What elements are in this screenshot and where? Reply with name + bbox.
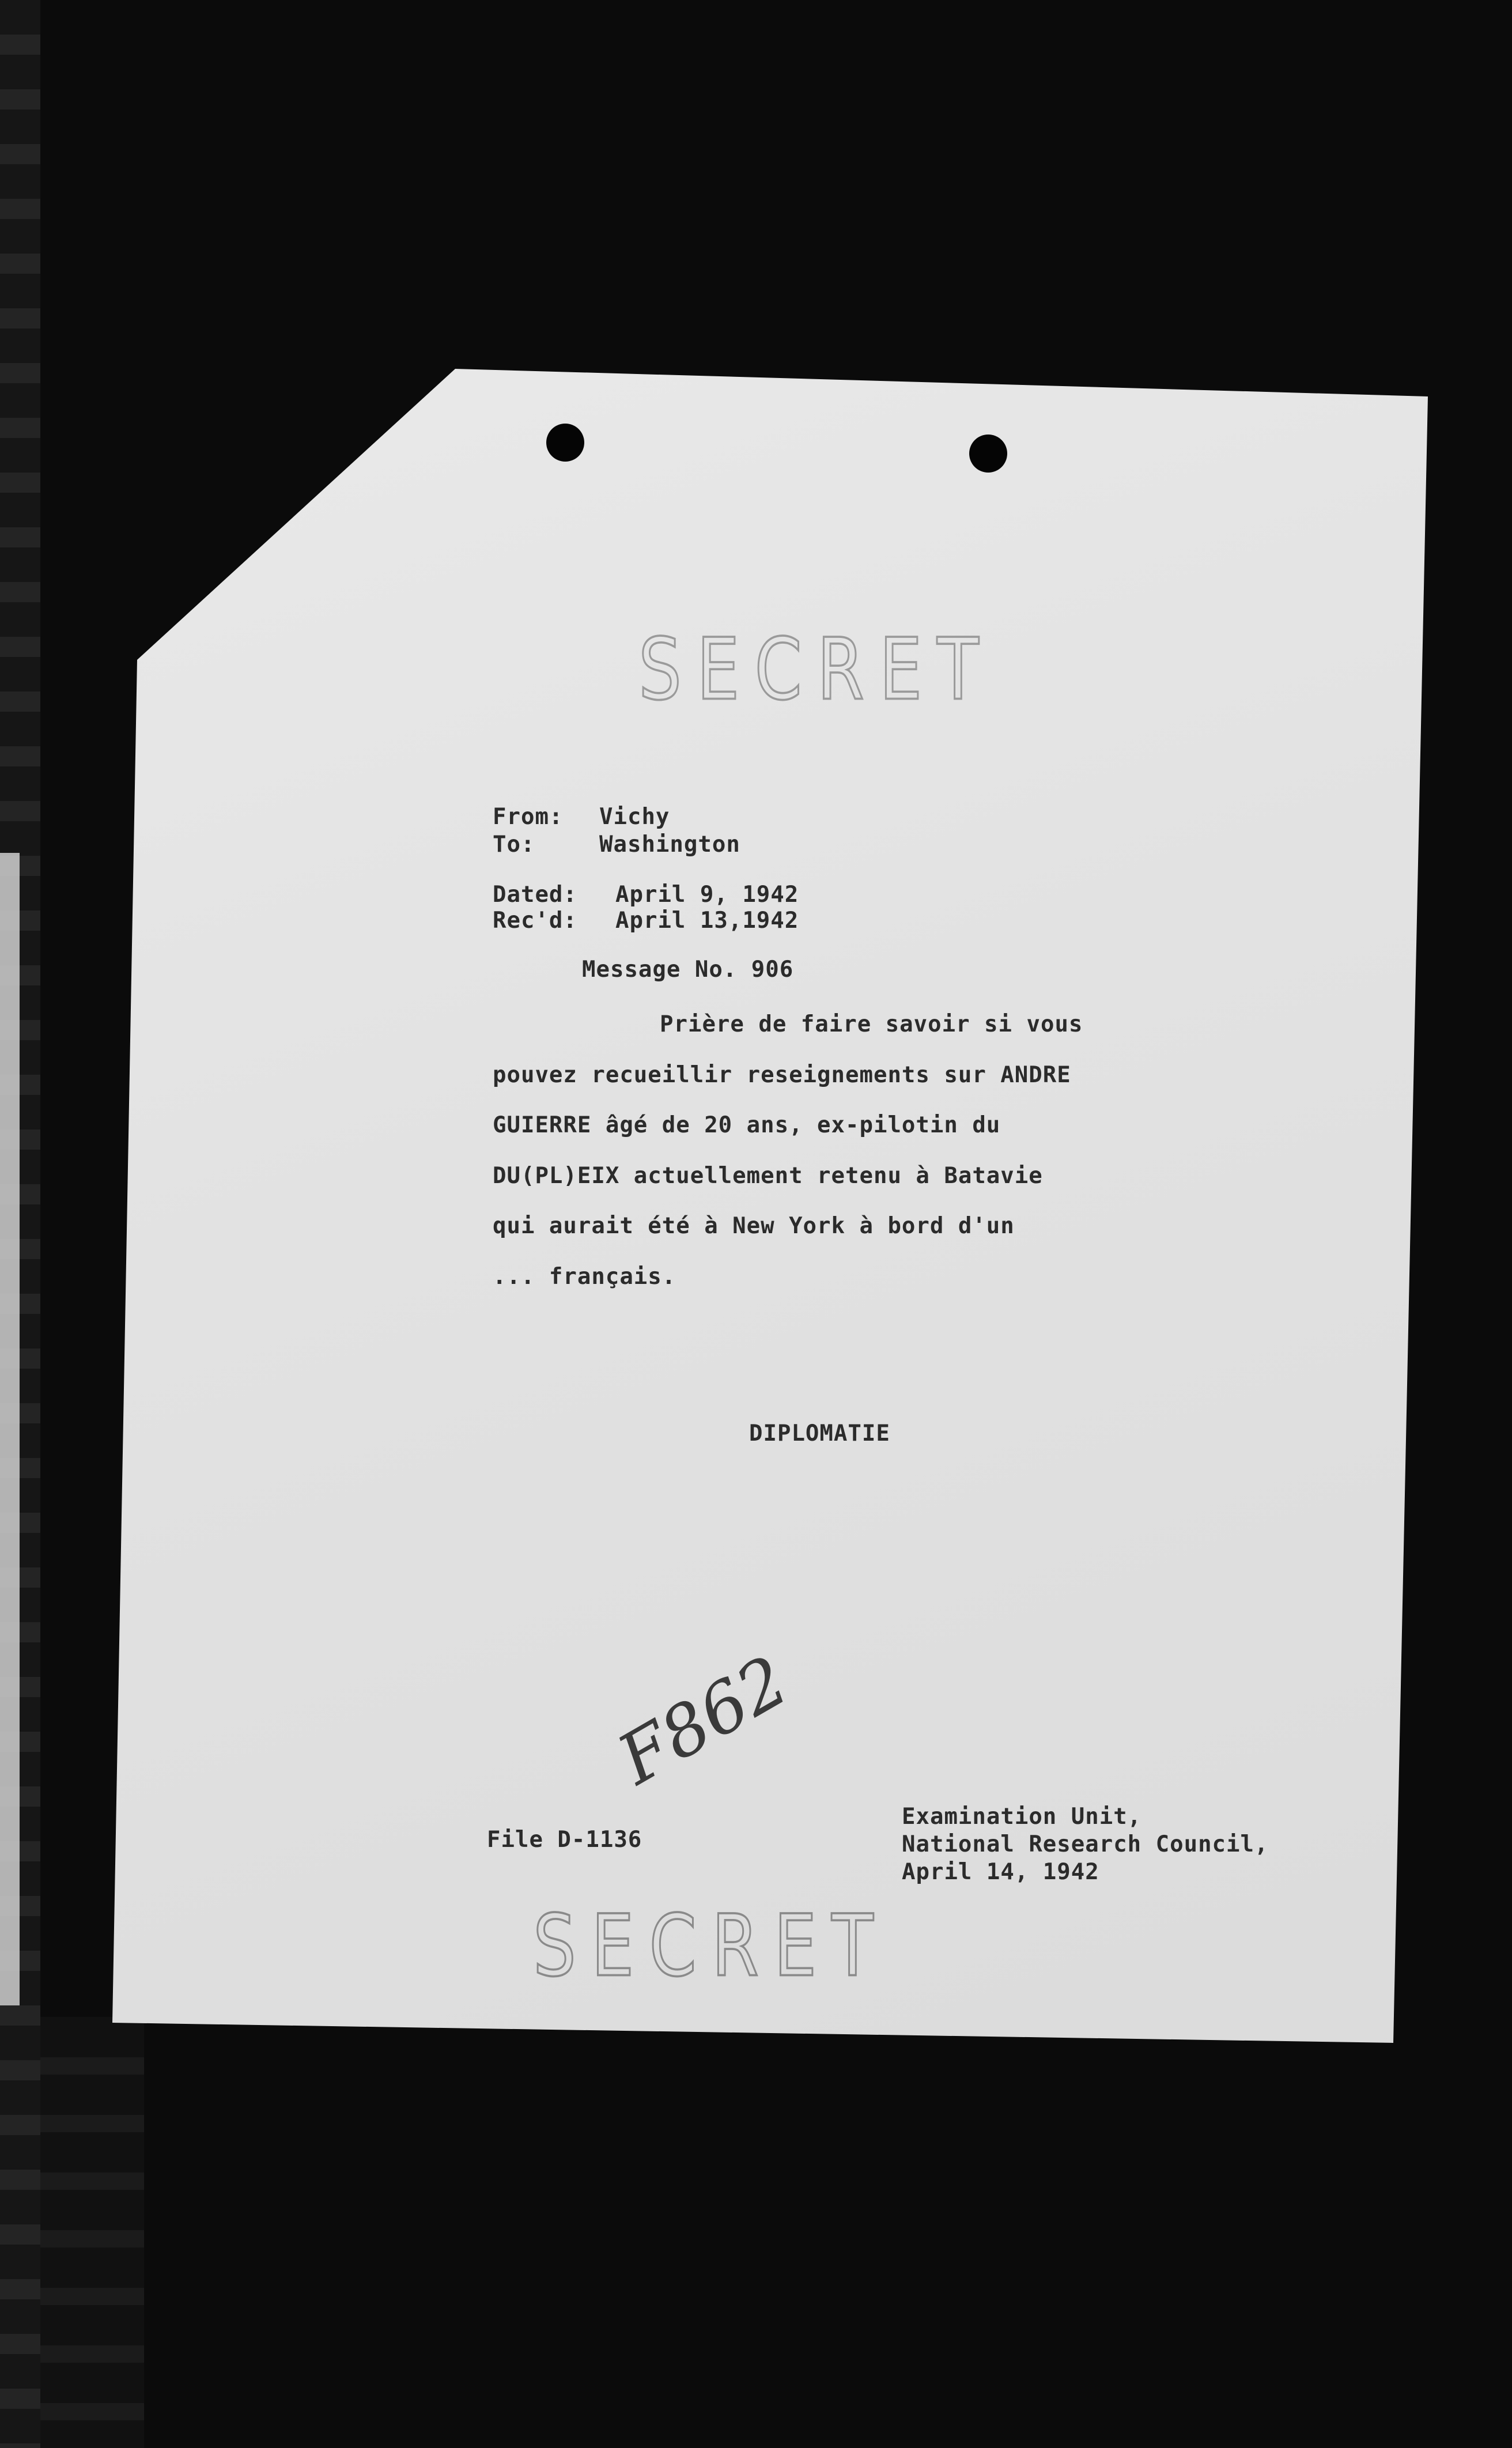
secret-stamp-bottom: SECRET [533, 1896, 889, 1996]
examination-unit-line: April 14, 1942 [902, 1859, 1099, 1885]
to-value: Washington [599, 832, 740, 857]
handwritten-note: F862 [605, 1641, 802, 1800]
film-edge-strip-lower [40, 2017, 144, 2448]
message-number: Message No. 906 [582, 957, 794, 983]
dated-value: April 9, 1942 [615, 882, 799, 908]
signature: DIPLOMATIE [749, 1421, 890, 1446]
file-reference: File D-1136 [487, 1827, 642, 1853]
body-line: ... français. [493, 1264, 676, 1290]
punch-hole-right [969, 435, 1007, 473]
body-line: qui aurait été à New York à bord d'un [493, 1213, 1015, 1239]
body-line: GUIERRE âgé de 20 ans, ex-pilotin du [493, 1112, 1001, 1138]
adjacent-page-edge [0, 853, 20, 2005]
punch-hole-left [546, 424, 584, 462]
body-line: Prière de faire savoir si vous [660, 1011, 1083, 1037]
secret-stamp-top: SECRET [638, 619, 994, 719]
received-value: April 13,1942 [615, 908, 799, 934]
body-line: DU(PL)EIX actuellement retenu à Batavie [493, 1163, 1043, 1189]
from-value: Vichy [599, 804, 670, 830]
dated-label: Dated: [493, 882, 577, 908]
from-label: From: [493, 804, 564, 830]
to-label: To: [493, 832, 535, 857]
body-line: pouvez recueillir reseignements sur ANDRE [493, 1062, 1071, 1088]
examination-unit-line: Examination Unit, [902, 1804, 1142, 1830]
received-label: Rec'd: [493, 908, 577, 934]
examination-unit-line: National Research Council, [902, 1831, 1269, 1857]
